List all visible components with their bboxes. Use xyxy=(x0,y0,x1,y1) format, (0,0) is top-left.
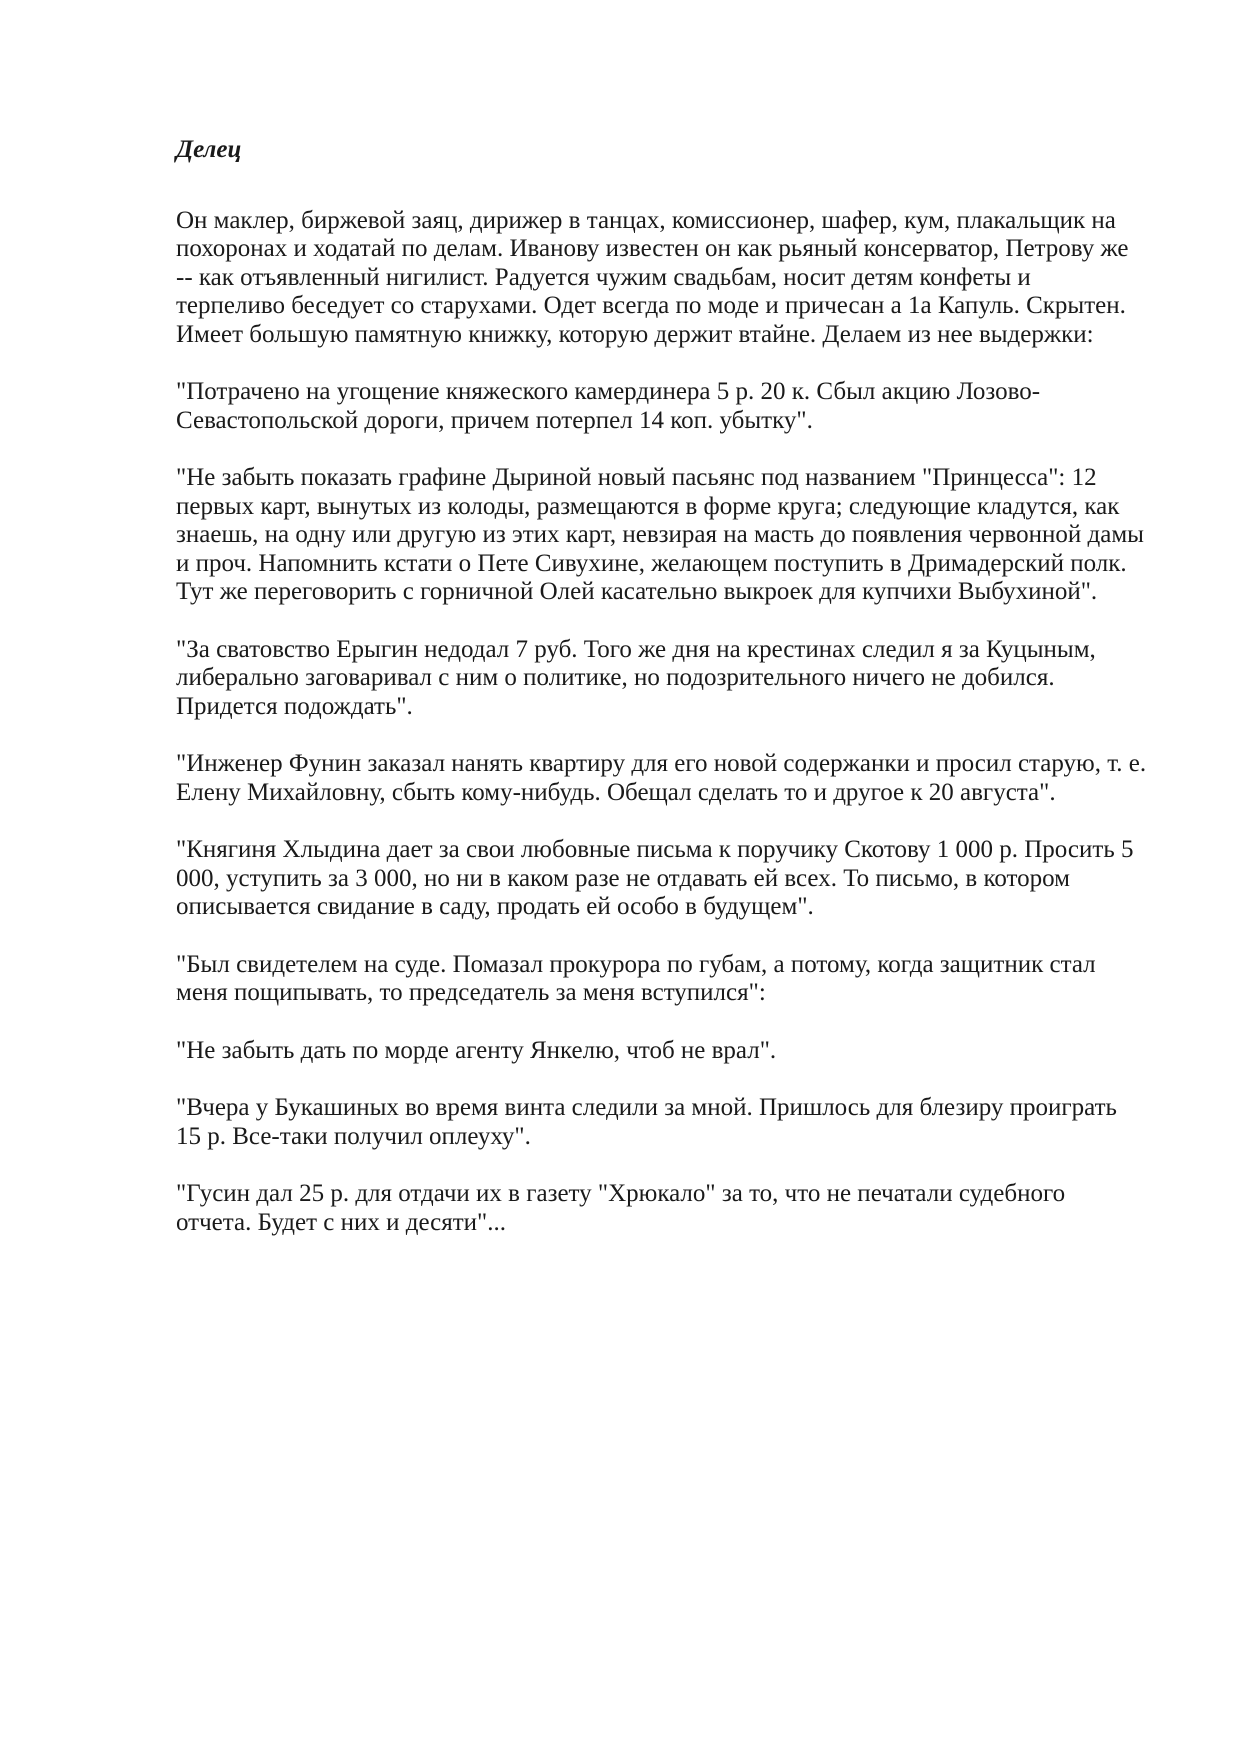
document-title: Делец xyxy=(176,136,242,163)
notebook-entry: "Не забыть показать графине Дыриной новый пасьянс под названием "Принцесса": 12 первых карт, вынутых из колоды, размещаются в форме круга; следующие кладутся, как знаешь, на одну или другую из этих карт, невзирая на масть до появления червонной дамы и проч. Напомнить кстати о Пете Сивухине, желающем поступить в Дримадерский полк. Тут же переговорить с горничной Олей касательно выкроек для купчихи Выбухиной". xyxy=(176,464,1144,605)
notebook-entry: "Гусин дал 25 р. для отдачи их в газету "Хрюкало" за то, что не печатали судебного отчета. Будет с них и десяти"... xyxy=(176,1180,1066,1236)
notebook-entry: "Потрачено на угощение княжеского камердинера 5 р. 20 к. Сбыл акцию Лозово- Севастопольской дороги, причем потерпел 14 коп. убытку". xyxy=(176,378,1041,434)
notebook-entry: "За сватовство Ерыгин недодал 7 руб. Того же дня на крестинах следил я за Куцыным, либерально заговаривал с ним о политике, но подозрительного ничего не добился. Придется подождать". xyxy=(176,635,1096,720)
notebook-entry: "Княгиня Хлыдина дает за свои любовные письма к поручику Скотову 1 000 р. Просить 5 000, уступить за 3 000, но ни в каком разе не отдавать ей всех. То письмо, в котором описывается свидание в саду, продать ей особо в будущем". xyxy=(176,836,1134,920)
notebook-entry: "Был свидетелем на суде. Помазал прокурора по губам, а потому, когда защитник стал меня пощипывать, то председатель за меня вступился": xyxy=(176,950,1096,1006)
document-page xyxy=(176,136,1166,1266)
notebook-entry: "Инженер Фунин заказал нанять квартиру для его новой содержанки и просил старую, т. е. Елену Михайловну, сбыть кому-нибудь. Обещал сделать то и другое к 20 августа". xyxy=(176,750,1147,806)
intro-paragraph: Он маклер, биржевой заяц, дирижер в танцах, комиссионер, шафер, кум, плакальщик на похоронах и ходатай по делам. Иванову известен он как рьяный консерватор, Петрову же -- как отъявленный нигилист. Радуется чужим свадьбам, носит детям конфеты и терпеливо беседует со старухами. Одет всегда по моде и причесан а 1a Капуль. Скрытен. Имеет большую памятную книжку, которую держит втайне. Делаем из нее выдержки: xyxy=(176,206,1129,348)
notebook-entry: "Не забыть дать по морде агенту Янкелю, чтоб не врал". xyxy=(176,1036,777,1064)
notebook-entry: "Вчера у Букашиных во время винта следили за мной. Пришлось для блезиру проиграть 15 р. Все-таки получил оплеуху". xyxy=(176,1094,1117,1150)
